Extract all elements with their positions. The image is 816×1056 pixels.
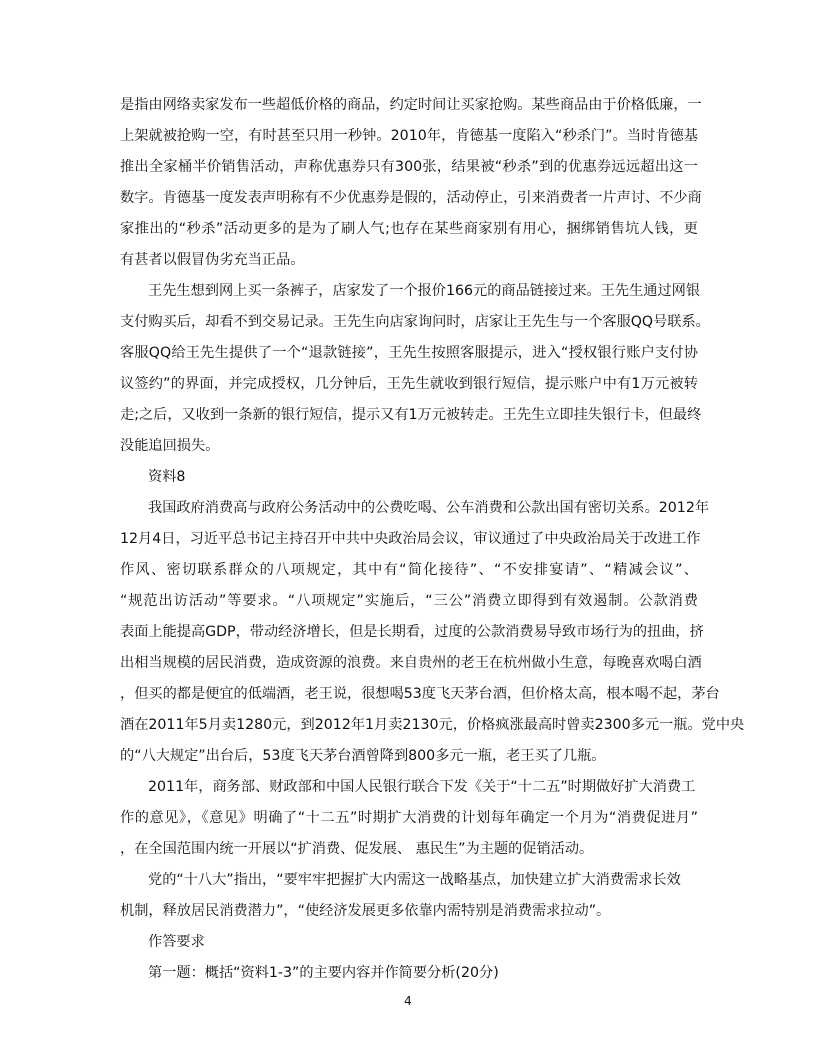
section-heading: 资料8 — [148, 469, 186, 485]
body-text-line: 家推出的“秒杀”活动更多的是为了刷人气;也存在某些商家别有用心，捆绑销售坑人钱，更 — [120, 221, 698, 237]
body-text-line: “规范出访活动”等要求。“八项规定”实施后，“三公”消费立即得到有效遏制。公款消费 — [120, 593, 698, 609]
body-text-line: 的“八大规定”出台后，53度飞天茅台酒曾降到800多元一瓶，老王买了几瓶。 — [120, 748, 606, 764]
body-text-line: 客服QQ给王先生提供了一个“退款链接”，王先生按照客服提示，进入“授权银行账户支付协 — [120, 345, 698, 361]
paragraph-first-line: 王先生想到网上买一条裤子，店家发了一个报价166元的商品链接过来。王先生通过网银 — [148, 283, 701, 299]
body-text-line: 作的意见》，《意见》明确了“十二五”时期扩大消费的计划每年确定一个月为“消费促进月” — [120, 810, 698, 826]
body-text-line: 推出全家桶半价销售活动，声称优惠券只有300张，结果被“秒杀”到的优惠券远远超出这一 — [120, 159, 698, 175]
body-text-line: 数字。肯德基一度发表声明称有不少优惠券是假的，活动停止，引来消费者一片声讨、不少商 — [120, 190, 702, 206]
body-text-line: 出相当规模的居民消费，造成资源的浪费。来自贵州的老王在杭州做小生意，每晚喜欢喝白酒 — [120, 655, 702, 671]
paragraph-first-line: 我国政府消费高与政府公务活动中的公费吃喝、公车消费和公款出国有密切关系。2012年 — [148, 500, 710, 516]
body-text-line: 是指由网络卖家发布一些超低价格的商品，约定时间让买家抢购。某些商品由于价格低廉，一 — [120, 97, 702, 113]
body-text-line: 支付购买后，却看不到交易记录。王先生向店家询问时，店家让王先生与一个客服QQ号联系。 — [120, 314, 710, 330]
body-text-line: ，在全国范围内统一开展以“扩消费、促发展、 惠民生”为主题的促销活动。 — [120, 841, 594, 857]
body-text-line: 表面上能提高GDP，带动经济增长，但是长期看，过度的公款消费易导致市场行为的扭曲，挤 — [120, 624, 704, 640]
body-text-line: 有甚者以假冒伪劣充当正品。 — [120, 252, 305, 268]
question-text: 第一题：概括“资料1-3”的主要内容并作简要分析(20分) — [148, 965, 499, 981]
body-text-line: 上架就被抢购一空，有时甚至只用一秒钟。2010年，肯德基一度陷入“秒杀门”。当时肯德基 — [120, 128, 698, 144]
body-text-line: 作风、密切联系群众的八项规定，其中有“简化接待”、“不安排宴请”、“精减会议”、 — [120, 562, 698, 578]
body-text-line: ，但买的都是便宜的低端酒，老王说，很想喝53度飞天茅台酒，但价格太高，根本喝不起，茅台 — [120, 686, 720, 702]
page-number: 4 — [404, 994, 412, 1008]
paragraph-first-line: 2011年，商务部、财政部和中国人民银行联合下发《关于“十二五”时期做好扩大消费工 — [148, 779, 696, 795]
body-text-line: 酒在2011年5月卖1280元，到2012年1月卖2130元，价格疯涨最高时曾卖2300多元一瓶。党中央 — [120, 717, 745, 733]
body-text-line: 走;之后，又收到一条新的银行短信，提示又有1万元被转走。王先生立即挂失银行卡，但最终 — [120, 407, 702, 423]
paragraph-first-line: 党的“十八大”指出，“要牢牢把握扩大内需这一战略基点，加快建立扩大消费需求长效 — [148, 872, 681, 888]
body-text-line: 没能追回损失。 — [120, 438, 220, 454]
body-text-line: 12月4日，习近平总书记主持召开中共中央政治局会议，审议通过了中央政治局关于改进工作 — [120, 531, 701, 547]
body-text-line: 议签约”的界面，并完成授权，几分钟后，王先生就收到银行短信，提示账户中有1万元被转 — [120, 376, 698, 392]
section-heading: 作答要求 — [148, 934, 205, 950]
body-text-line: 机制，释放居民消费潜力”，“使经济发展更多依靠内需特别是消费需求拉动”。 — [120, 903, 611, 919]
